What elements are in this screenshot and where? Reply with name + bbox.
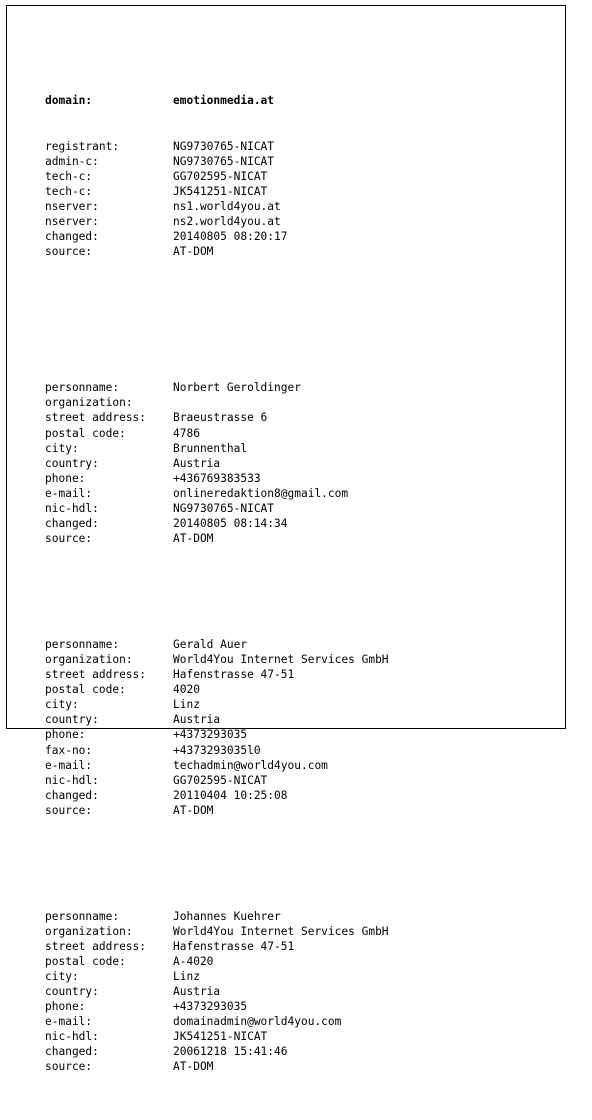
field-row-street-address xyxy=(45,667,389,682)
field-label: e-mail: xyxy=(45,1015,93,1029)
field-row-changed xyxy=(45,229,389,244)
field-row-tech-c xyxy=(45,169,389,184)
field-label: phone: xyxy=(45,471,86,485)
field-label: personname: xyxy=(45,909,120,923)
field-label: tech-c: xyxy=(45,169,93,183)
field-value: Linz xyxy=(173,698,200,712)
field-row-country xyxy=(45,712,389,727)
field-label: e-mail: xyxy=(45,486,93,500)
field-value: Gerald Auer xyxy=(173,637,248,651)
field-value: 20110404 10:25:08 xyxy=(173,788,288,802)
record-separator xyxy=(45,863,389,878)
field-label: source: xyxy=(45,245,93,259)
field-row-personname xyxy=(45,909,389,924)
field-value: Hafenstrasse 47-51 xyxy=(173,668,295,682)
field-row-admin-c xyxy=(45,154,389,169)
field-value: AT-DOM xyxy=(173,803,214,817)
field-row-source xyxy=(45,244,389,259)
field-value: techadmin@world4you.com xyxy=(173,758,328,772)
field-value: Braeustrasse 6 xyxy=(173,411,268,425)
domain-value: emotionmedia.at xyxy=(173,94,275,108)
field-value: World4You Internet Services GmbH xyxy=(173,652,389,666)
field-value: 20061218 15:41:46 xyxy=(173,1045,288,1059)
field-value: ns2.world4you.at xyxy=(173,215,281,229)
field-label: personname: xyxy=(45,381,120,395)
field-label: street address: xyxy=(45,939,147,953)
field-row-personname xyxy=(45,637,389,652)
field-row-postal-code xyxy=(45,682,389,697)
field-label: city: xyxy=(45,441,79,455)
domain-row xyxy=(45,93,389,108)
field-row-organization xyxy=(45,652,389,667)
field-row-organization xyxy=(45,395,389,410)
field-value: +4373293035l0 xyxy=(173,743,261,757)
field-label: postal code: xyxy=(45,954,126,968)
field-value: JK541251-NICAT xyxy=(173,185,268,199)
field-value: onlineredaktion8@gmail.com xyxy=(173,486,349,500)
field-label: source: xyxy=(45,1060,93,1074)
field-row-personname xyxy=(45,380,389,395)
field-row-street-address xyxy=(45,939,389,954)
field-row-nserver xyxy=(45,199,389,214)
field-row-country xyxy=(45,456,389,471)
field-value: World4You Internet Services GmbH xyxy=(173,924,389,938)
field-row-city xyxy=(45,441,389,456)
field-value: +4373293035 xyxy=(173,1000,248,1014)
field-value: Brunnenthal xyxy=(173,441,248,455)
field-value: ns1.world4you.at xyxy=(173,200,281,214)
field-value: AT-DOM xyxy=(173,532,214,546)
field-label: nserver: xyxy=(45,215,99,229)
field-value: GG702595-NICAT xyxy=(173,169,268,183)
field-label: street address: xyxy=(45,668,147,682)
field-value: NG9730765-NICAT xyxy=(173,502,275,515)
record-separator xyxy=(45,592,389,607)
field-row-organization xyxy=(45,924,389,939)
whois-document-frame xyxy=(6,5,566,1074)
field-label: street address: xyxy=(45,411,147,425)
field-row-source xyxy=(45,1059,389,1074)
field-row-phone xyxy=(45,471,389,486)
field-value: 4786 xyxy=(173,426,200,440)
field-row-e-mail xyxy=(45,758,389,773)
field-row-changed xyxy=(45,1044,389,1059)
field-value: 20140805 08:14:34 xyxy=(173,517,288,531)
person-record-norbert-geroldinger xyxy=(45,380,389,546)
domain-rows xyxy=(45,139,389,260)
field-value: Norbert Geroldinger xyxy=(173,381,301,395)
field-row-nic-hdl xyxy=(45,501,389,516)
field-label: phone: xyxy=(45,728,86,742)
field-value: A-4020 xyxy=(173,954,214,968)
field-row-street-address xyxy=(45,410,389,425)
field-label: organization: xyxy=(45,924,133,938)
field-value: GG702595-NICAT xyxy=(173,773,268,787)
field-label: organization: xyxy=(45,652,133,666)
field-row-changed xyxy=(45,516,389,531)
field-row-nserver xyxy=(45,214,389,229)
field-label: fax-no: xyxy=(45,743,93,757)
field-label: nic-hdl: xyxy=(45,773,99,787)
field-row-source xyxy=(45,531,389,546)
field-label: country: xyxy=(45,985,99,998)
field-row-e-mail xyxy=(45,486,389,501)
field-label: admin-c: xyxy=(45,154,99,168)
field-label: country: xyxy=(45,456,99,470)
field-value: domainadmin@world4you.com xyxy=(173,1015,342,1029)
field-value: Austria xyxy=(173,456,221,470)
field-row-tech-c xyxy=(45,184,389,199)
domain-label: domain: xyxy=(45,94,93,108)
record-separator xyxy=(45,335,389,350)
field-label: nic-hdl: xyxy=(45,502,99,515)
field-label: tech-c: xyxy=(45,185,93,199)
field-value: JK541251-NICAT xyxy=(173,1030,268,1044)
field-value: Linz xyxy=(173,969,200,983)
field-value: Johannes Kuehrer xyxy=(173,909,281,923)
whois-records xyxy=(45,18,389,1120)
field-label: personname: xyxy=(45,637,120,651)
field-row-source xyxy=(45,803,389,818)
field-value: 4020 xyxy=(173,683,200,697)
field-value: AT-DOM xyxy=(173,245,214,259)
field-value: NG9730765-NICAT xyxy=(173,154,275,168)
field-row-nic-hdl xyxy=(45,1029,389,1044)
field-value: NG9730765-NICAT xyxy=(173,139,275,153)
field-row-changed xyxy=(45,788,389,803)
field-label: changed: xyxy=(45,517,99,531)
field-row-phone xyxy=(45,999,389,1014)
person-record-gerald-auer xyxy=(45,637,389,818)
field-value: Hafenstrasse 47-51 xyxy=(173,939,295,953)
field-value: Austria xyxy=(173,713,221,727)
field-label: postal code: xyxy=(45,426,126,440)
field-row-country xyxy=(45,984,389,999)
field-row-registrant xyxy=(45,139,389,154)
field-value: +436769383533 xyxy=(173,471,261,485)
field-row-city xyxy=(45,969,389,984)
field-row-postal-code xyxy=(45,954,389,969)
field-label: source: xyxy=(45,532,93,546)
domain-record xyxy=(45,63,389,289)
field-row-postal-code xyxy=(45,426,389,441)
field-label: nic-hdl: xyxy=(45,1030,99,1044)
field-value: AT-DOM xyxy=(173,1060,214,1074)
field-value: Austria xyxy=(173,985,221,998)
field-value: 20140805 08:20:17 xyxy=(173,230,288,244)
field-label: phone: xyxy=(45,1000,86,1014)
field-label: nserver: xyxy=(45,200,99,214)
field-label: city: xyxy=(45,969,79,983)
field-row-e-mail xyxy=(45,1014,389,1029)
field-label: changed: xyxy=(45,230,99,244)
field-row-city xyxy=(45,697,389,712)
field-row-nic-hdl xyxy=(45,773,389,788)
field-label: e-mail: xyxy=(45,758,93,772)
field-label: country: xyxy=(45,713,99,727)
field-label: changed: xyxy=(45,788,99,802)
field-label: changed: xyxy=(45,1045,99,1059)
field-value: +4373293035 xyxy=(173,728,248,742)
field-label: organization: xyxy=(45,396,133,410)
field-label: postal code: xyxy=(45,683,126,697)
field-label: city: xyxy=(45,698,79,712)
person-record-johannes-kuehrer xyxy=(45,909,389,1075)
field-label: registrant: xyxy=(45,139,120,153)
field-row-phone xyxy=(45,727,389,742)
field-label: source: xyxy=(45,803,93,817)
